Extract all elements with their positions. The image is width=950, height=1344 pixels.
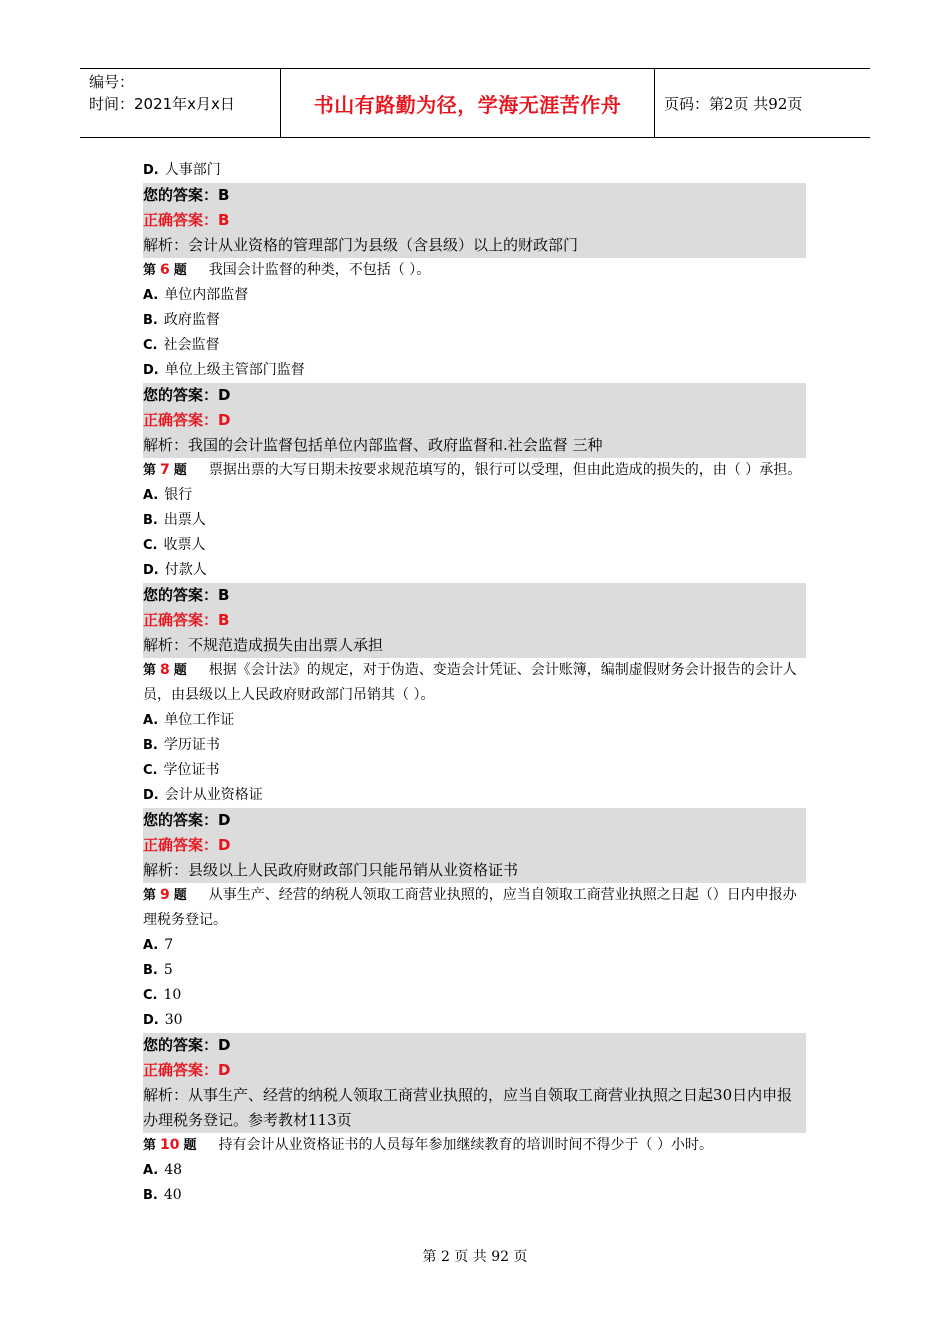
question-number: 6 [160, 262, 170, 278]
option-item [143, 983, 806, 1008]
question-prefix: 第 [143, 463, 157, 478]
option-text: 政府监督 [163, 312, 220, 328]
question-number: 10 [160, 1137, 180, 1153]
question-number: 9 [160, 887, 170, 903]
option-text: 收票人 [163, 537, 206, 553]
option-text: 学位证书 [163, 762, 220, 778]
option-text: 出票人 [163, 512, 206, 528]
your-answer [143, 1033, 806, 1058]
your-answer-label: 您的答案： [143, 386, 219, 404]
motto: 书山有路勤为径，学海无涯苦作舟 [281, 69, 655, 137]
question-text: 我国会计监督的种类，不包括（ ）。 [208, 262, 431, 278]
option-text: 人事部门 [164, 162, 221, 178]
analysis-text [143, 633, 806, 658]
option-letter: A. [143, 1163, 159, 1178]
header-meta [80, 69, 281, 137]
option-item [143, 958, 806, 983]
option-text: 银行 [164, 487, 193, 503]
question-text: 从事生产、经营的纳税人领取工商营业执照的，应当自领取工商营业执照之日起（）日内申报办理税务登记。 [143, 887, 797, 928]
your-answer [143, 808, 806, 833]
option-item [143, 758, 806, 783]
option-letter: C. [143, 338, 158, 353]
option-letter: D. [143, 363, 159, 378]
page-info: 页码：第2页 共92页 [664, 94, 803, 113]
option-text: 40 [163, 1187, 182, 1203]
option-text: 7 [164, 937, 174, 953]
question-prefix: 第 [143, 263, 157, 278]
option-item [143, 533, 806, 558]
analysis-value: 我国的会计监督包括单位内部监督、政府监督和.社会监督 三种 [188, 436, 603, 454]
correct-answer-value: D [218, 1061, 231, 1079]
option-letter: D. [143, 788, 159, 803]
your-answer-label: 您的答案： [143, 811, 219, 829]
your-answer [143, 383, 806, 408]
answer-block [143, 1033, 806, 1133]
correct-answer-value: D [218, 836, 231, 854]
correct-answer [143, 408, 806, 433]
your-answer-value: B [218, 586, 230, 604]
option-letter: D. [143, 563, 159, 578]
option-item [143, 708, 806, 733]
option-item [143, 358, 806, 383]
question-prefix: 第 [143, 663, 157, 678]
analysis-value: 县级以上人民政府财政部门只能吊销从业资格证书 [188, 861, 519, 879]
correct-answer-value: B [218, 211, 230, 229]
analysis-label: 解析： [143, 636, 189, 654]
option-item [143, 283, 806, 308]
your-answer-value: B [218, 186, 230, 204]
analysis-text [143, 858, 806, 883]
page-header [80, 68, 870, 138]
option-letter: A. [143, 938, 159, 953]
option-letter: A. [143, 713, 159, 728]
option-letter: C. [143, 988, 158, 1003]
option-letter: B. [143, 738, 158, 753]
option-item [143, 733, 806, 758]
question-suffix: 题 [183, 1138, 197, 1153]
option-item [143, 308, 806, 333]
option-text: 48 [164, 1162, 183, 1178]
option-text: 单位上级主管部门监督 [164, 362, 305, 378]
question-title [143, 658, 806, 708]
option-letter: C. [143, 763, 158, 778]
option-item [143, 1008, 806, 1033]
analysis-text [143, 433, 806, 458]
answer-block [143, 583, 806, 658]
question-number: 8 [160, 662, 170, 678]
option-letter: A. [143, 488, 159, 503]
correct-answer-label: 正确答案： [143, 836, 219, 854]
correct-answer [143, 208, 806, 233]
question-suffix: 题 [173, 663, 187, 678]
correct-answer-value: B [218, 611, 230, 629]
option-item [143, 508, 806, 533]
correct-answer-label: 正确答案： [143, 211, 219, 229]
correct-answer-label: 正确答案： [143, 1061, 219, 1079]
option-item [143, 1158, 806, 1183]
option-item [143, 158, 806, 183]
correct-answer [143, 608, 806, 633]
option-text: 付款人 [164, 562, 207, 578]
correct-answer [143, 833, 806, 858]
code-label: 编号： [89, 73, 135, 91]
your-answer-label: 您的答案： [143, 186, 219, 204]
correct-answer-value: D [218, 411, 231, 429]
your-answer-value: D [218, 386, 231, 404]
option-letter: D. [143, 163, 159, 178]
your-answer-label: 您的答案： [143, 586, 219, 604]
question-title [143, 258, 806, 283]
page-footer: 第 2 页 共 92 页 [422, 1249, 528, 1265]
your-answer [143, 183, 806, 208]
option-letter: B. [143, 313, 158, 328]
option-letter: A. [143, 288, 159, 303]
question-suffix: 题 [173, 463, 187, 478]
time-label: 时间：2021年x月x日 [89, 95, 235, 113]
question-suffix: 题 [173, 263, 187, 278]
analysis-label: 解析： [143, 861, 189, 879]
question-text: 根据《会计法》的规定，对于伪造、变造会计凭证、会计账簿，编制虚假财务会计报告的会计人员，由县级以上人民政府财政部门吊销其（ ）。 [143, 662, 797, 703]
option-text: 会计从业资格证 [164, 787, 263, 803]
option-letter: B. [143, 963, 158, 978]
option-item [143, 1183, 806, 1208]
analysis-label: 解析： [143, 1086, 189, 1104]
option-text: 单位工作证 [164, 712, 235, 728]
answer-block [143, 383, 806, 458]
option-letter: C. [143, 538, 158, 553]
answer-block [143, 183, 806, 258]
question-suffix: 题 [173, 888, 187, 903]
question-text: 持有会计从业资格证书的人员每年参加继续教育的培训时间不得少于（ ）小时。 [218, 1137, 713, 1153]
question-title [143, 1133, 806, 1158]
option-text: 社会监督 [163, 337, 220, 353]
correct-answer-label: 正确答案： [143, 611, 219, 629]
option-item [143, 558, 806, 583]
option-letter: D. [143, 1013, 159, 1028]
analysis-label: 解析： [143, 436, 189, 454]
correct-answer-label: 正确答案： [143, 411, 219, 429]
analysis-text [143, 233, 806, 258]
your-answer [143, 583, 806, 608]
your-answer-label: 您的答案： [143, 1036, 219, 1054]
option-item [143, 483, 806, 508]
option-text: 学历证书 [163, 737, 220, 753]
option-text: 30 [164, 1012, 183, 1028]
option-item [143, 783, 806, 808]
question-text: 票据出票的大写日期未按要求规范填写的，银行可以受理，但由此造成的损失的，由（ ）承担。 [208, 462, 802, 478]
question-number: 7 [160, 462, 170, 478]
analysis-label: 解析： [143, 236, 189, 254]
option-item [143, 933, 806, 958]
analysis-value: 从事生产、经营的纳税人领取工商营业执照的，应当自领取工商营业执照之日起30日内申报办理税务登记。参考教材113页 [143, 1086, 793, 1129]
option-item [143, 333, 806, 358]
analysis-text [143, 1083, 806, 1133]
your-answer-value: D [218, 1036, 231, 1054]
analysis-value: 会计从业资格的管理部门为县级（含县级）以上的财政部门 [188, 236, 579, 254]
analysis-value: 不规范造成损失由出票人承担 [188, 636, 384, 654]
question-prefix: 第 [143, 1138, 157, 1153]
exam-content [143, 158, 806, 1208]
question-title [143, 458, 806, 483]
answer-block [143, 808, 806, 883]
option-text: 5 [163, 962, 173, 978]
your-answer-value: D [218, 811, 231, 829]
option-text: 单位内部监督 [164, 287, 249, 303]
option-text: 10 [163, 987, 182, 1003]
correct-answer [143, 1058, 806, 1083]
option-letter: B. [143, 1188, 158, 1203]
question-prefix: 第 [143, 888, 157, 903]
option-letter: B. [143, 513, 158, 528]
question-title [143, 883, 806, 933]
